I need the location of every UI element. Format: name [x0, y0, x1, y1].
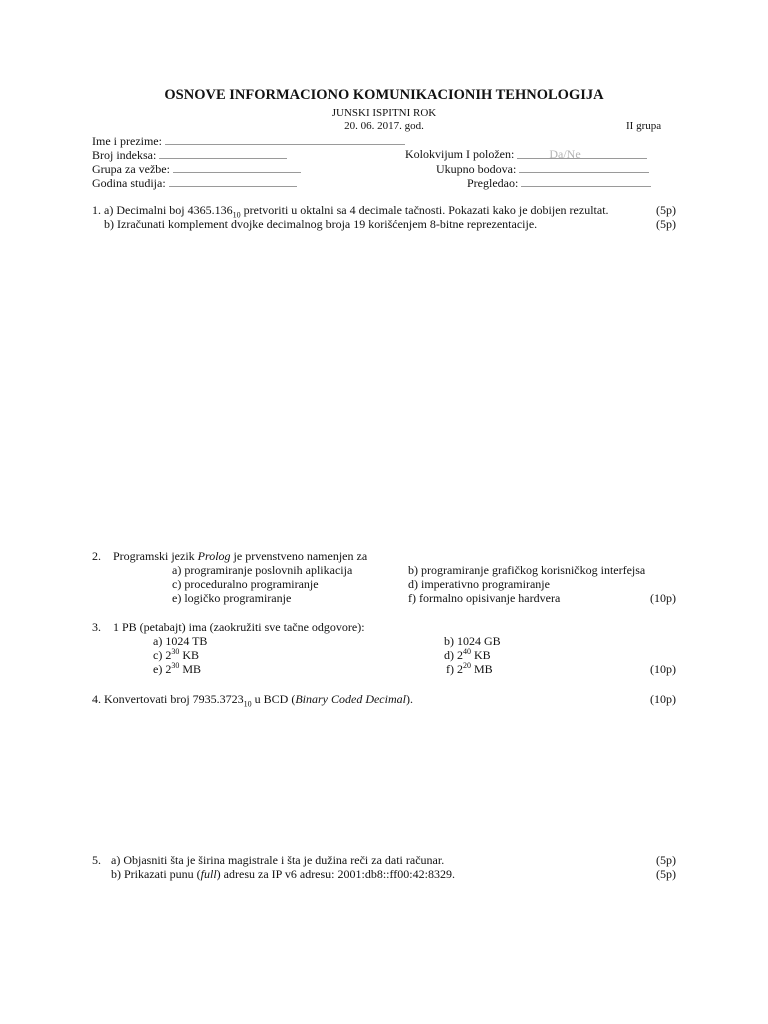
- colloquium-input-line[interactable]: [517, 147, 647, 159]
- q5-b-text: b) Prikazati punu (full) adresu za IP v6 adresu: 2001:db8::ff00:42:8329.: [111, 867, 455, 881]
- q2-option-e[interactable]: e) logičko programiranje: [172, 591, 292, 605]
- year-label: Godina studija:: [92, 176, 166, 190]
- q2-points: (10p): [650, 591, 676, 605]
- q5-a-points: (5p): [656, 853, 676, 867]
- q3-points: (10p): [650, 662, 676, 676]
- q2-number: 2.: [92, 549, 101, 563]
- q3-option-f[interactable]: f) $2^{20}$ MB: [446, 661, 493, 676]
- colloquium-label: Kolokvijum I položen:: [405, 147, 515, 161]
- q1-a-points: (5p): [656, 203, 676, 217]
- exam-date: 20. 06. 2017. god.: [344, 120, 424, 132]
- index-field: [92, 147, 287, 162]
- year-field: [92, 175, 297, 190]
- q3-option-d[interactable]: d) $2^{40}$ KB: [444, 647, 491, 662]
- exercise-group-input-line[interactable]: [173, 161, 301, 173]
- q3-option-e[interactable]: e) $2^{30}$ MB: [153, 661, 202, 676]
- colloquium-hint: Da/Ne: [549, 147, 581, 161]
- q3-option-a[interactable]: a) 1024 TB: [153, 634, 208, 648]
- reviewed-field: [467, 175, 651, 190]
- exercise-group-label: Grupa za vežbe:: [92, 162, 170, 176]
- q2-option-d[interactable]: d) imperativno programiranje: [408, 577, 550, 591]
- q1-b-text: b) Izračunati komplement dvojke decimalnog broja 19 korišćenjem 8-bitne reprezentacije.: [104, 217, 538, 231]
- q1-a-text: 1. a) Decimalni boj $4365.136_{10}$ pretvoriti u oktalni sa 4 decimale tačnosti. Pokazati kako je dobijen rezultat.: [92, 203, 609, 220]
- q2-option-b[interactable]: b) programiranje grafičkog korisničkog interfejsa: [408, 563, 646, 577]
- q4-text: 4. Konvertovati broj $7935.3723_{10}$ u BCD (Binary Coded Decimal).: [92, 692, 413, 709]
- exam-title: OSNOVE INFORMACIONO KOMUNIKACIONIH TEHNOLOGIJA: [164, 87, 604, 103]
- name-input-line[interactable]: [165, 133, 405, 145]
- q5-a-text: a) Objasniti šta je širina magistrale i šta je dužina reči za dati računar.: [111, 853, 445, 867]
- q3-number: 3.: [92, 620, 101, 634]
- q3-option-b[interactable]: b) 1024 GB: [444, 634, 501, 648]
- index-label: Broj indeksa:: [92, 148, 157, 162]
- exam-period: JUNSKI ISPITNI ROK: [331, 107, 437, 119]
- q5-number: 5.: [92, 853, 101, 867]
- reviewed-label: Pregledao:: [467, 176, 519, 190]
- exercise-group-field: [92, 161, 301, 176]
- name-field: [92, 133, 405, 148]
- q2-option-c[interactable]: c) proceduralno programiranje: [172, 577, 319, 591]
- q4-points: (10p): [650, 692, 676, 706]
- index-input-line[interactable]: [159, 147, 287, 159]
- q1-b-points: (5p): [656, 217, 676, 231]
- total-points-label: Ukupno bodova:: [436, 162, 517, 176]
- colloquium-field: [405, 147, 647, 161]
- q3-stem: 1 PB (petabajt) ima (zaokružiti sve tačne odgovore):: [113, 620, 365, 634]
- q2-option-f[interactable]: f) formalno opisivanje hardvera: [408, 591, 561, 605]
- q3-option-c[interactable]: c) $2^{30}$ KB: [153, 647, 199, 662]
- q5-b-points: (5p): [656, 867, 676, 881]
- q2-stem: Programski jezik Prolog je prvenstveno namenjen za: [113, 549, 368, 563]
- name-label: Ime i prezime:: [92, 134, 162, 148]
- total-points-field: [436, 161, 649, 176]
- reviewed-input-line[interactable]: [521, 175, 651, 187]
- exam-group: II grupa: [626, 120, 662, 132]
- total-points-input-line[interactable]: [519, 161, 649, 173]
- year-input-line[interactable]: [169, 175, 297, 187]
- q2-option-a[interactable]: a) programiranje poslovnih aplikacija: [172, 563, 353, 577]
